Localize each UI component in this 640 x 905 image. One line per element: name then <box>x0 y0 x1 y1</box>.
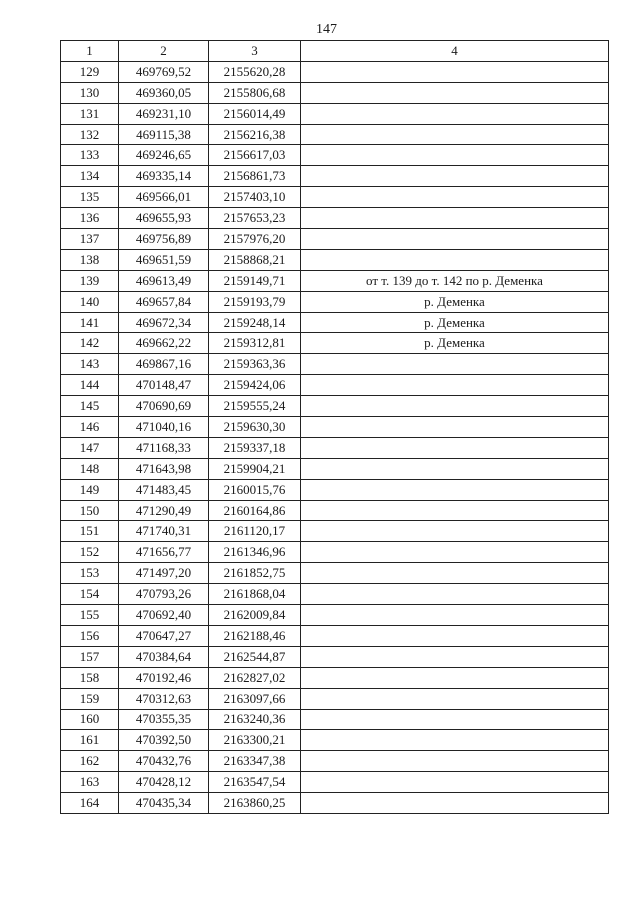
table-row <box>61 563 609 584</box>
point-number-cell: 143 <box>61 354 119 375</box>
x-coordinate-cell: 469655,93 <box>119 208 209 229</box>
description-cell <box>301 417 609 438</box>
table-row <box>61 479 609 500</box>
y-coordinate-cell: 2155620,28 <box>209 61 301 82</box>
description-cell <box>301 730 609 751</box>
x-coordinate-cell: 469651,59 <box>119 249 209 270</box>
y-coordinate-cell: 2157976,20 <box>209 229 301 250</box>
y-coordinate-cell: 2159337,18 <box>209 437 301 458</box>
coordinates-table <box>60 40 609 814</box>
point-number-cell: 138 <box>61 249 119 270</box>
table-row <box>61 625 609 646</box>
description-cell: р. Деменка <box>301 291 609 312</box>
description-cell <box>301 145 609 166</box>
table-row <box>61 229 609 250</box>
x-coordinate-cell: 471168,33 <box>119 437 209 458</box>
description-cell <box>301 229 609 250</box>
y-coordinate-cell: 2157403,10 <box>209 187 301 208</box>
y-coordinate-cell: 2160015,76 <box>209 479 301 500</box>
header-col-2: 2 <box>119 41 209 62</box>
point-number-cell: 162 <box>61 751 119 772</box>
x-coordinate-cell: 471643,98 <box>119 458 209 479</box>
y-coordinate-cell: 2156617,03 <box>209 145 301 166</box>
description-cell <box>301 458 609 479</box>
point-number-cell: 161 <box>61 730 119 751</box>
point-number-cell: 139 <box>61 270 119 291</box>
table-row <box>61 542 609 563</box>
description-cell <box>301 646 609 667</box>
table-row <box>61 249 609 270</box>
description-cell <box>301 688 609 709</box>
x-coordinate-cell: 471656,77 <box>119 542 209 563</box>
description-cell <box>301 396 609 417</box>
description-cell <box>301 709 609 730</box>
table-header-row <box>61 41 609 62</box>
table-row <box>61 417 609 438</box>
x-coordinate-cell: 469657,84 <box>119 291 209 312</box>
y-coordinate-cell: 2162544,87 <box>209 646 301 667</box>
y-coordinate-cell: 2159312,81 <box>209 333 301 354</box>
x-coordinate-cell: 470312,63 <box>119 688 209 709</box>
x-coordinate-cell: 470647,27 <box>119 625 209 646</box>
x-coordinate-cell: 469769,52 <box>119 61 209 82</box>
x-coordinate-cell: 470692,40 <box>119 605 209 626</box>
y-coordinate-cell: 2159904,21 <box>209 458 301 479</box>
point-number-cell: 141 <box>61 312 119 333</box>
table-row <box>61 187 609 208</box>
table-row <box>61 793 609 814</box>
point-number-cell: 133 <box>61 145 119 166</box>
table-row <box>61 751 609 772</box>
table-row <box>61 61 609 82</box>
y-coordinate-cell: 2155806,68 <box>209 82 301 103</box>
point-number-cell: 158 <box>61 667 119 688</box>
y-coordinate-cell: 2163300,21 <box>209 730 301 751</box>
page-number: 147 <box>316 22 337 37</box>
x-coordinate-cell: 469231,10 <box>119 103 209 124</box>
table-row <box>61 291 609 312</box>
y-coordinate-cell: 2163860,25 <box>209 793 301 814</box>
x-coordinate-cell: 469115,38 <box>119 124 209 145</box>
y-coordinate-cell: 2162188,46 <box>209 625 301 646</box>
y-coordinate-cell: 2163240,36 <box>209 709 301 730</box>
point-number-cell: 145 <box>61 396 119 417</box>
x-coordinate-cell: 471483,45 <box>119 479 209 500</box>
description-cell <box>301 166 609 187</box>
description-cell <box>301 437 609 458</box>
x-coordinate-cell: 470148,47 <box>119 375 209 396</box>
point-number-cell: 149 <box>61 479 119 500</box>
x-coordinate-cell: 469662,22 <box>119 333 209 354</box>
x-coordinate-cell: 469246,65 <box>119 145 209 166</box>
description-cell <box>301 187 609 208</box>
table-row <box>61 605 609 626</box>
point-number-cell: 129 <box>61 61 119 82</box>
table-row <box>61 124 609 145</box>
table-row <box>61 730 609 751</box>
header-col-1: 1 <box>61 41 119 62</box>
x-coordinate-cell: 469613,49 <box>119 270 209 291</box>
point-number-cell: 163 <box>61 772 119 793</box>
description-cell <box>301 521 609 542</box>
point-number-cell: 146 <box>61 417 119 438</box>
description-cell <box>301 103 609 124</box>
table-row <box>61 709 609 730</box>
description-cell <box>301 375 609 396</box>
y-coordinate-cell: 2156014,49 <box>209 103 301 124</box>
y-coordinate-cell: 2161346,96 <box>209 542 301 563</box>
y-coordinate-cell: 2159363,36 <box>209 354 301 375</box>
point-number-cell: 135 <box>61 187 119 208</box>
table-row <box>61 772 609 793</box>
table-row <box>61 312 609 333</box>
point-number-cell: 151 <box>61 521 119 542</box>
x-coordinate-cell: 469335,14 <box>119 166 209 187</box>
y-coordinate-cell: 2161852,75 <box>209 563 301 584</box>
point-number-cell: 131 <box>61 103 119 124</box>
table-row <box>61 646 609 667</box>
y-coordinate-cell: 2162009,84 <box>209 605 301 626</box>
x-coordinate-cell: 469672,34 <box>119 312 209 333</box>
x-coordinate-cell: 470355,35 <box>119 709 209 730</box>
y-coordinate-cell: 2159149,71 <box>209 270 301 291</box>
x-coordinate-cell: 471040,16 <box>119 417 209 438</box>
header-col-3: 3 <box>209 41 301 62</box>
point-number-cell: 144 <box>61 375 119 396</box>
table-row <box>61 667 609 688</box>
x-coordinate-cell: 471497,20 <box>119 563 209 584</box>
y-coordinate-cell: 2161120,17 <box>209 521 301 542</box>
description-cell: р. Деменка <box>301 333 609 354</box>
table-body <box>61 61 609 813</box>
y-coordinate-cell: 2161868,04 <box>209 584 301 605</box>
x-coordinate-cell: 469360,05 <box>119 82 209 103</box>
y-coordinate-cell: 2163547,54 <box>209 772 301 793</box>
header-col-4: 4 <box>301 41 609 62</box>
point-number-cell: 134 <box>61 166 119 187</box>
description-cell: р. Деменка <box>301 312 609 333</box>
table-row <box>61 584 609 605</box>
table-row <box>61 354 609 375</box>
x-coordinate-cell: 470432,76 <box>119 751 209 772</box>
y-coordinate-cell: 2159424,06 <box>209 375 301 396</box>
point-number-cell: 140 <box>61 291 119 312</box>
point-number-cell: 159 <box>61 688 119 709</box>
point-number-cell: 153 <box>61 563 119 584</box>
point-number-cell: 150 <box>61 500 119 521</box>
table-row <box>61 521 609 542</box>
y-coordinate-cell: 2157653,23 <box>209 208 301 229</box>
x-coordinate-cell: 471290,49 <box>119 500 209 521</box>
description-cell <box>301 605 609 626</box>
description-cell <box>301 563 609 584</box>
x-coordinate-cell: 470793,26 <box>119 584 209 605</box>
x-coordinate-cell: 471740,31 <box>119 521 209 542</box>
table-row <box>61 500 609 521</box>
x-coordinate-cell: 470384,64 <box>119 646 209 667</box>
y-coordinate-cell: 2159193,79 <box>209 291 301 312</box>
table-row <box>61 270 609 291</box>
table-row <box>61 333 609 354</box>
point-number-cell: 155 <box>61 605 119 626</box>
point-number-cell: 130 <box>61 82 119 103</box>
y-coordinate-cell: 2158868,21 <box>209 249 301 270</box>
point-number-cell: 154 <box>61 584 119 605</box>
table-row <box>61 145 609 166</box>
x-coordinate-cell: 470392,50 <box>119 730 209 751</box>
y-coordinate-cell: 2159630,30 <box>209 417 301 438</box>
point-number-cell: 147 <box>61 437 119 458</box>
point-number-cell: 148 <box>61 458 119 479</box>
description-cell <box>301 61 609 82</box>
y-coordinate-cell: 2163347,38 <box>209 751 301 772</box>
description-cell <box>301 124 609 145</box>
description-cell <box>301 793 609 814</box>
table-row <box>61 166 609 187</box>
x-coordinate-cell: 469756,89 <box>119 229 209 250</box>
x-coordinate-cell: 470435,34 <box>119 793 209 814</box>
point-number-cell: 136 <box>61 208 119 229</box>
description-cell <box>301 751 609 772</box>
y-coordinate-cell: 2156216,38 <box>209 124 301 145</box>
description-cell <box>301 772 609 793</box>
point-number-cell: 152 <box>61 542 119 563</box>
point-number-cell: 132 <box>61 124 119 145</box>
y-coordinate-cell: 2159555,24 <box>209 396 301 417</box>
x-coordinate-cell: 470428,12 <box>119 772 209 793</box>
description-cell <box>301 667 609 688</box>
point-number-cell: 156 <box>61 625 119 646</box>
y-coordinate-cell: 2162827,02 <box>209 667 301 688</box>
table-row <box>61 458 609 479</box>
description-cell <box>301 625 609 646</box>
y-coordinate-cell: 2159248,14 <box>209 312 301 333</box>
table-row <box>61 396 609 417</box>
description-cell <box>301 584 609 605</box>
x-coordinate-cell: 469566,01 <box>119 187 209 208</box>
description-cell <box>301 479 609 500</box>
description-cell: от т. 139 до т. 142 по р. Деменка <box>301 270 609 291</box>
description-cell <box>301 354 609 375</box>
description-cell <box>301 82 609 103</box>
x-coordinate-cell: 470192,46 <box>119 667 209 688</box>
x-coordinate-cell: 470690,69 <box>119 396 209 417</box>
description-cell <box>301 249 609 270</box>
table-row <box>61 103 609 124</box>
y-coordinate-cell: 2160164,86 <box>209 500 301 521</box>
table-row <box>61 82 609 103</box>
y-coordinate-cell: 2163097,66 <box>209 688 301 709</box>
point-number-cell: 164 <box>61 793 119 814</box>
point-number-cell: 160 <box>61 709 119 730</box>
table-row <box>61 437 609 458</box>
description-cell <box>301 208 609 229</box>
description-cell <box>301 542 609 563</box>
point-number-cell: 137 <box>61 229 119 250</box>
x-coordinate-cell: 469867,16 <box>119 354 209 375</box>
table-row <box>61 208 609 229</box>
point-number-cell: 157 <box>61 646 119 667</box>
table-row <box>61 688 609 709</box>
point-number-cell: 142 <box>61 333 119 354</box>
y-coordinate-cell: 2156861,73 <box>209 166 301 187</box>
table-row <box>61 375 609 396</box>
description-cell <box>301 500 609 521</box>
